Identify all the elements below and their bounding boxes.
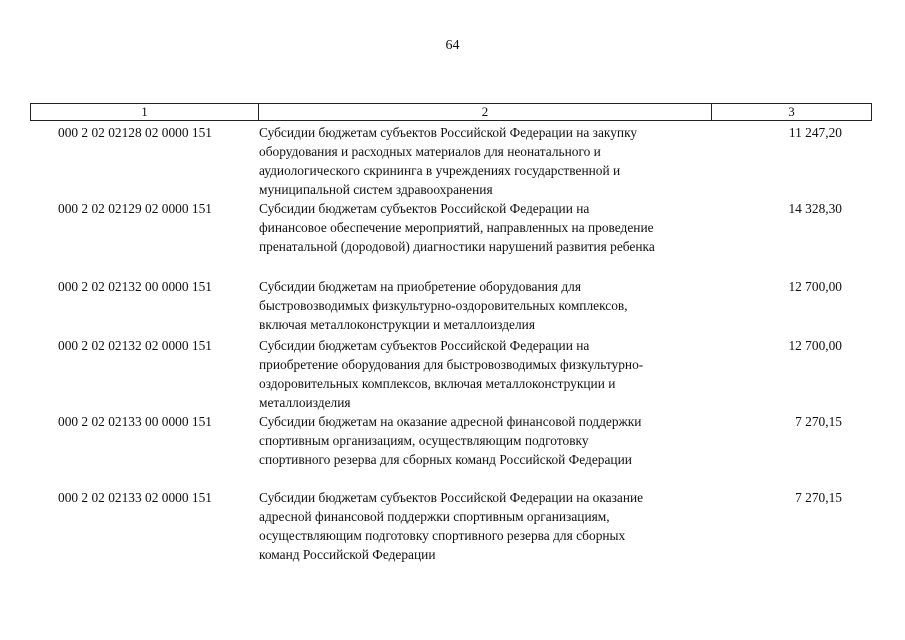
budget-code: 000 2 02 02133 02 0000 151 <box>58 490 212 505</box>
description-line: Субсидии бюджетам субъектов Российской Федерации на <box>259 338 590 353</box>
row-amount: 7 270,15 <box>795 490 842 505</box>
description-line: пренатальной (дородовой) диагностики нарушений развития ребенка <box>259 239 655 254</box>
budget-code: 000 2 02 02128 02 0000 151 <box>58 125 212 140</box>
header-column-1: 1 <box>31 104 259 120</box>
row-amount: 11 247,20 <box>788 125 842 140</box>
description-line: осуществляющим подготовку спортивного резерва для сборных <box>259 528 626 543</box>
row-description <box>259 199 714 256</box>
row-amount: 12 700,00 <box>788 279 842 294</box>
description-line: Субсидии бюджетам субъектов Российской Федерации на оказание <box>259 490 644 505</box>
row-description <box>259 488 714 564</box>
row-description <box>259 277 714 334</box>
description-line: Субсидии бюджетам на оказание адресной финансовой поддержки <box>259 414 642 429</box>
description-line: финансовое обеспечение мероприятий, направленных на проведение <box>259 220 654 235</box>
budget-code: 000 2 02 02129 02 0000 151 <box>58 201 212 216</box>
table-header <box>30 103 872 121</box>
description-line: муниципальной систем здравоохранения <box>259 182 493 197</box>
row-amount: 7 270,15 <box>795 414 842 429</box>
row-description <box>259 412 714 469</box>
description-line: металлоизделия <box>259 395 351 410</box>
description-line: оборудования и расходных материалов для неонатального и <box>259 144 601 159</box>
header-column-3: 3 <box>788 104 795 119</box>
header-column-2: 2 <box>259 104 712 120</box>
description-line: Субсидии бюджетам субъектов Российской Федерации на закупку <box>259 125 638 140</box>
page-number: 64 <box>445 38 460 53</box>
description-line: адресной финансовой поддержки спортивным организациям, <box>259 509 610 524</box>
budget-code: 000 2 02 02132 00 0000 151 <box>58 279 212 294</box>
budget-code: 000 2 02 02132 02 0000 151 <box>58 338 212 353</box>
row-amount: 14 328,30 <box>788 201 842 216</box>
description-line: команд Российской Федерации <box>259 547 436 562</box>
description-line: быстровозводимых физкультурно-оздоровительных комплексов, <box>259 298 628 313</box>
description-line: приобретение оборудования для быстровозводимых физкультурно- <box>259 357 644 372</box>
row-description <box>259 336 714 412</box>
row-description <box>259 123 714 199</box>
description-line: Субсидии бюджетам на приобретение оборудования для <box>259 279 581 294</box>
description-line: аудиологического скрининга в учреждениях государственной и <box>259 163 621 178</box>
row-amount: 12 700,00 <box>788 338 842 353</box>
budget-code: 000 2 02 02133 00 0000 151 <box>58 414 212 429</box>
description-line: спортивного резерва для сборных команд Российской Федерации <box>259 452 632 467</box>
description-line: включая металлоконструкции и металлоизделия <box>259 317 535 332</box>
description-line: оздоровительных комплексов, включая металлоконструкции и <box>259 376 616 391</box>
description-line: Субсидии бюджетам субъектов Российской Федерации на <box>259 201 590 216</box>
description-line: спортивным организациям, осуществляющим подготовку <box>259 433 589 448</box>
